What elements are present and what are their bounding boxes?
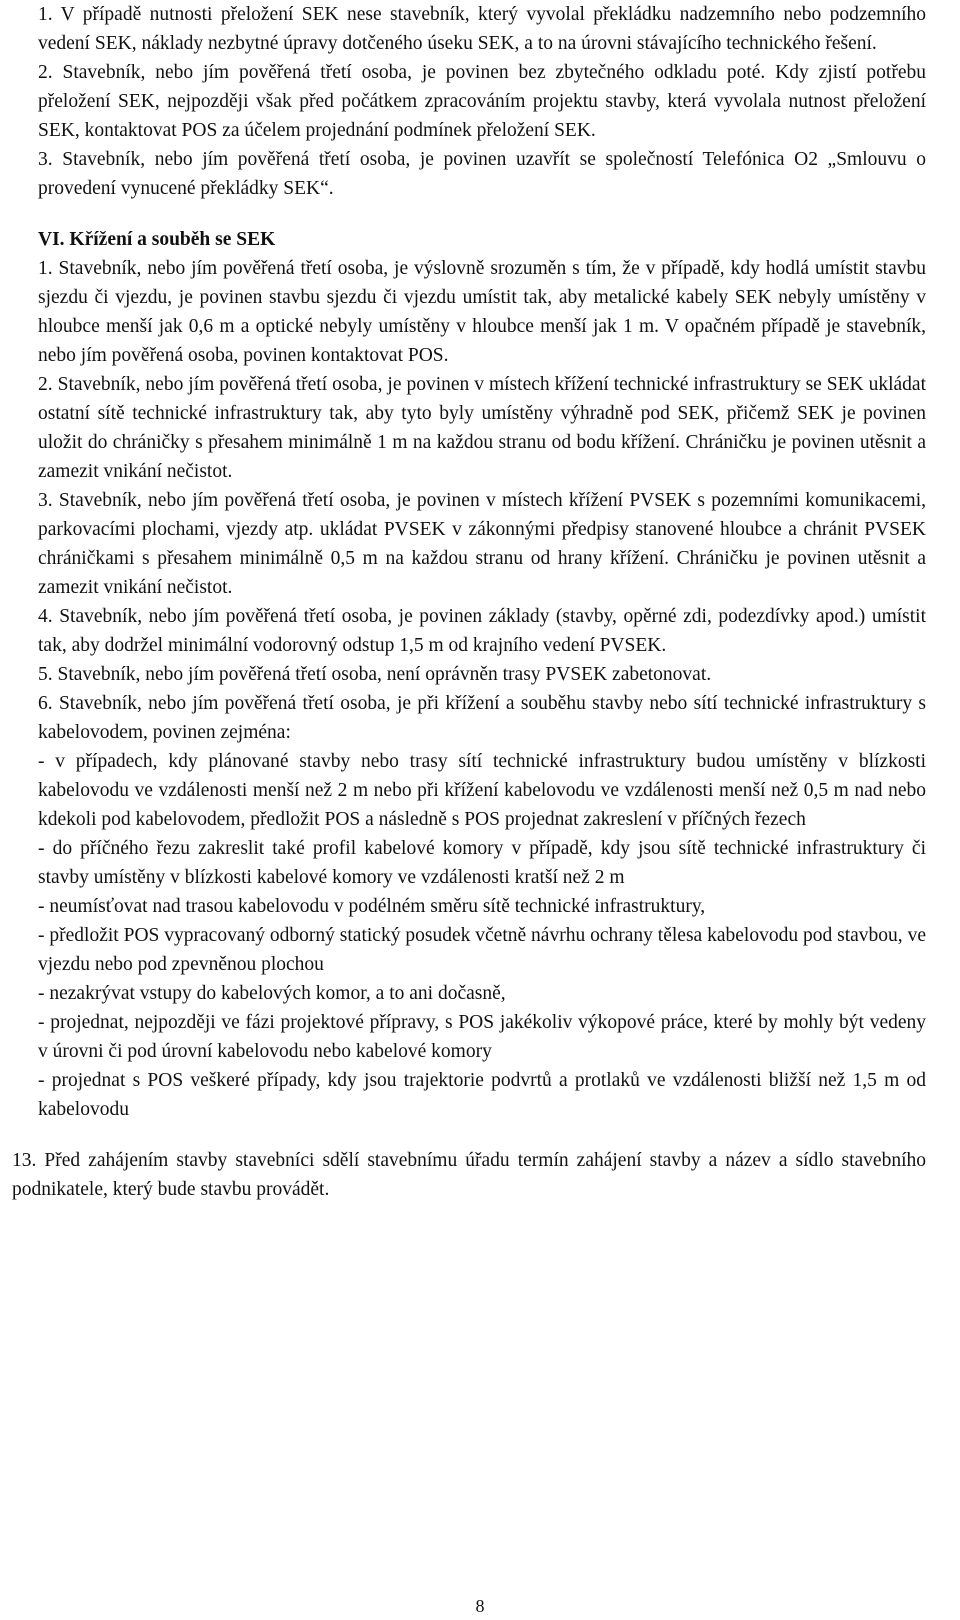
section-heading: VI. Křížení a souběh se SEK [38, 229, 276, 250]
bullet-item-no-longitudinal: - neumísťovat nad trasou kabelovodu v podélném směru sítě technické infrastruktury, [38, 896, 706, 917]
bullet-item-chamber-profile: - do příčného řezu zakreslit také profil kabelové komory v případě, kdy jsou sítě technické infrastruktury či stavby umístěny v blízkosti kabelové komory ve vzdálenosti kratší než 2 m [38, 838, 926, 888]
bullet-item-static-assessment: - předložit POS vypracovaný odborný statický posudek včetně návrhu ochrany tělesa kabelovodu pod stavbou, ve vjezdu nebo pod zpevněnou plochou [38, 925, 926, 975]
section-paragraph-1: 1. Stavebník, nebo jím pověřená třetí osoba, je výslovně srozuměn s tím, že v případě, kdy hodlá umístit stavbu sjezdu či vjezdu, je povinen stavbu sjezdu či vjezdu umístit tak, aby metalické kabely SEK nebyly umístěny v hloubce menší jak 0,6 m a optické nebyly umístěny v hloubce menší jak 1 m. V opačném případě je stavebník, nebo jím pověřená osoba, povinen kontaktovat POS. [38, 258, 926, 366]
section-paragraph-5: 5. Stavebník, nebo jím pověřená třetí osoba, není oprávněn trasy PVSEK zabetonovat. [38, 664, 712, 685]
section-paragraph-2: 2. Stavebník, nebo jím pověřená třetí osoba, je povinen v místech křížení technické infrastruktury se SEK ukládat ostatní sítě technické infrastruktury tak, aby tyto byly umístěny výhradně pod SEK, přičemž SEK je povinen uložit do chráničky s přesahem minimálně 1 m na každou stranu od bodu křížení. Chráničku je povinen utěsnit a zamezit vnikání nečistot. [38, 374, 926, 482]
paragraph-3-relocation-contract: 3. Stavebník, nebo jím pověřená třetí osoba, je povinen uzavřít se společností Telefónica O2 „Smlouvu o provedení vynucené překládky SEK“. [38, 149, 926, 199]
bullet-item-excavation: - projednat, nejpozději ve fázi projektové přípravy, s POS jakékoliv výkopové práce, které by mohly být vedeny v úrovni či pod úrovní kabelovodu nebo kabelové komory [38, 1012, 926, 1062]
bullet-item-no-covering: - nezakrývat vstupy do kabelových komor, a to ani dočasně, [38, 983, 506, 1004]
section-paragraph-3: 3. Stavebník, nebo jím pověřená třetí osoba, je povinen v místech křížení PVSEK s pozemními komunikacemi, parkovacími plochami, vjezdy atp. ukládat PVSEK v zákonnými předpisy stanovené hloubce a chránit PVSEK chráničkami s přesahem minimálně 0,5 m na každou stranu od hrany křížení. Chráničku je povinen utěsnit a zamezit vnikání nečistot. [38, 490, 926, 598]
page-number: 8 [475, 1596, 485, 1616]
item-13-construction-start: 13. Před zahájením stavby stavebníci sdělí stavebnímu úřadu termín zahájení stavby a název a sídlo stavebního podnikatele, který bude stavbu provádět. [12, 1150, 926, 1200]
section-paragraph-4: 4. Stavebník, nebo jím pověřená třetí osoba, je povinen základy (stavby, opěrné zdi, podezdívky apod.) umístit tak, aby dodržel minimální vodorovný odstup 1,5 m od krajního vedení PVSEK. [38, 606, 926, 656]
paragraph-2-relocation-contact: 2. Stavebník, nebo jím pověřená třetí osoba, je povinen bez zbytečného odkladu poté. Kdy zjistí potřebu přeložení SEK, nejpozději však před počátkem zpracováním projektu stavby, která vyvolala nutnost přeložení SEK, kontaktovat POS za účelem projednání podmínek přeložení SEK. [38, 62, 926, 141]
paragraph-1-relocation-costs: 1. V případě nutnosti přeložení SEK nese stavebník, který vyvolal překládku nadzemního nebo podzemního vedení SEK, náklady nezbytné úpravy dotčeného úseku SEK, a to na úrovni stávajícího technického řešení. [38, 4, 926, 54]
bullet-item-drilling: - projednat s POS veškeré případy, kdy jsou trajektorie podvrtů a protlaků ve vzdálenosti bližší než 1,5 m od kabelovodu [38, 1070, 926, 1120]
document-page [12, 0, 926, 1204]
section-paragraph-6: 6. Stavebník, nebo jím pověřená třetí osoba, je při křížení a souběhu stavby nebo sítí technické infrastruktury s kabelovodem, povinen zejména: [38, 693, 926, 743]
bullet-item-cross-sections: - v případech, kdy plánované stavby nebo trasy sítí technické infrastruktury budou umístěny v blízkosti kabelovodu ve vzdálenosti menší než 2 m nebo při křížení kabelovodu ve vzdálenosti menší než 0,5 m nad nebo kdekoli pod kabelovodem, předložit POS a následně s POS projednat zakreslení v příčných řezech [38, 751, 926, 830]
